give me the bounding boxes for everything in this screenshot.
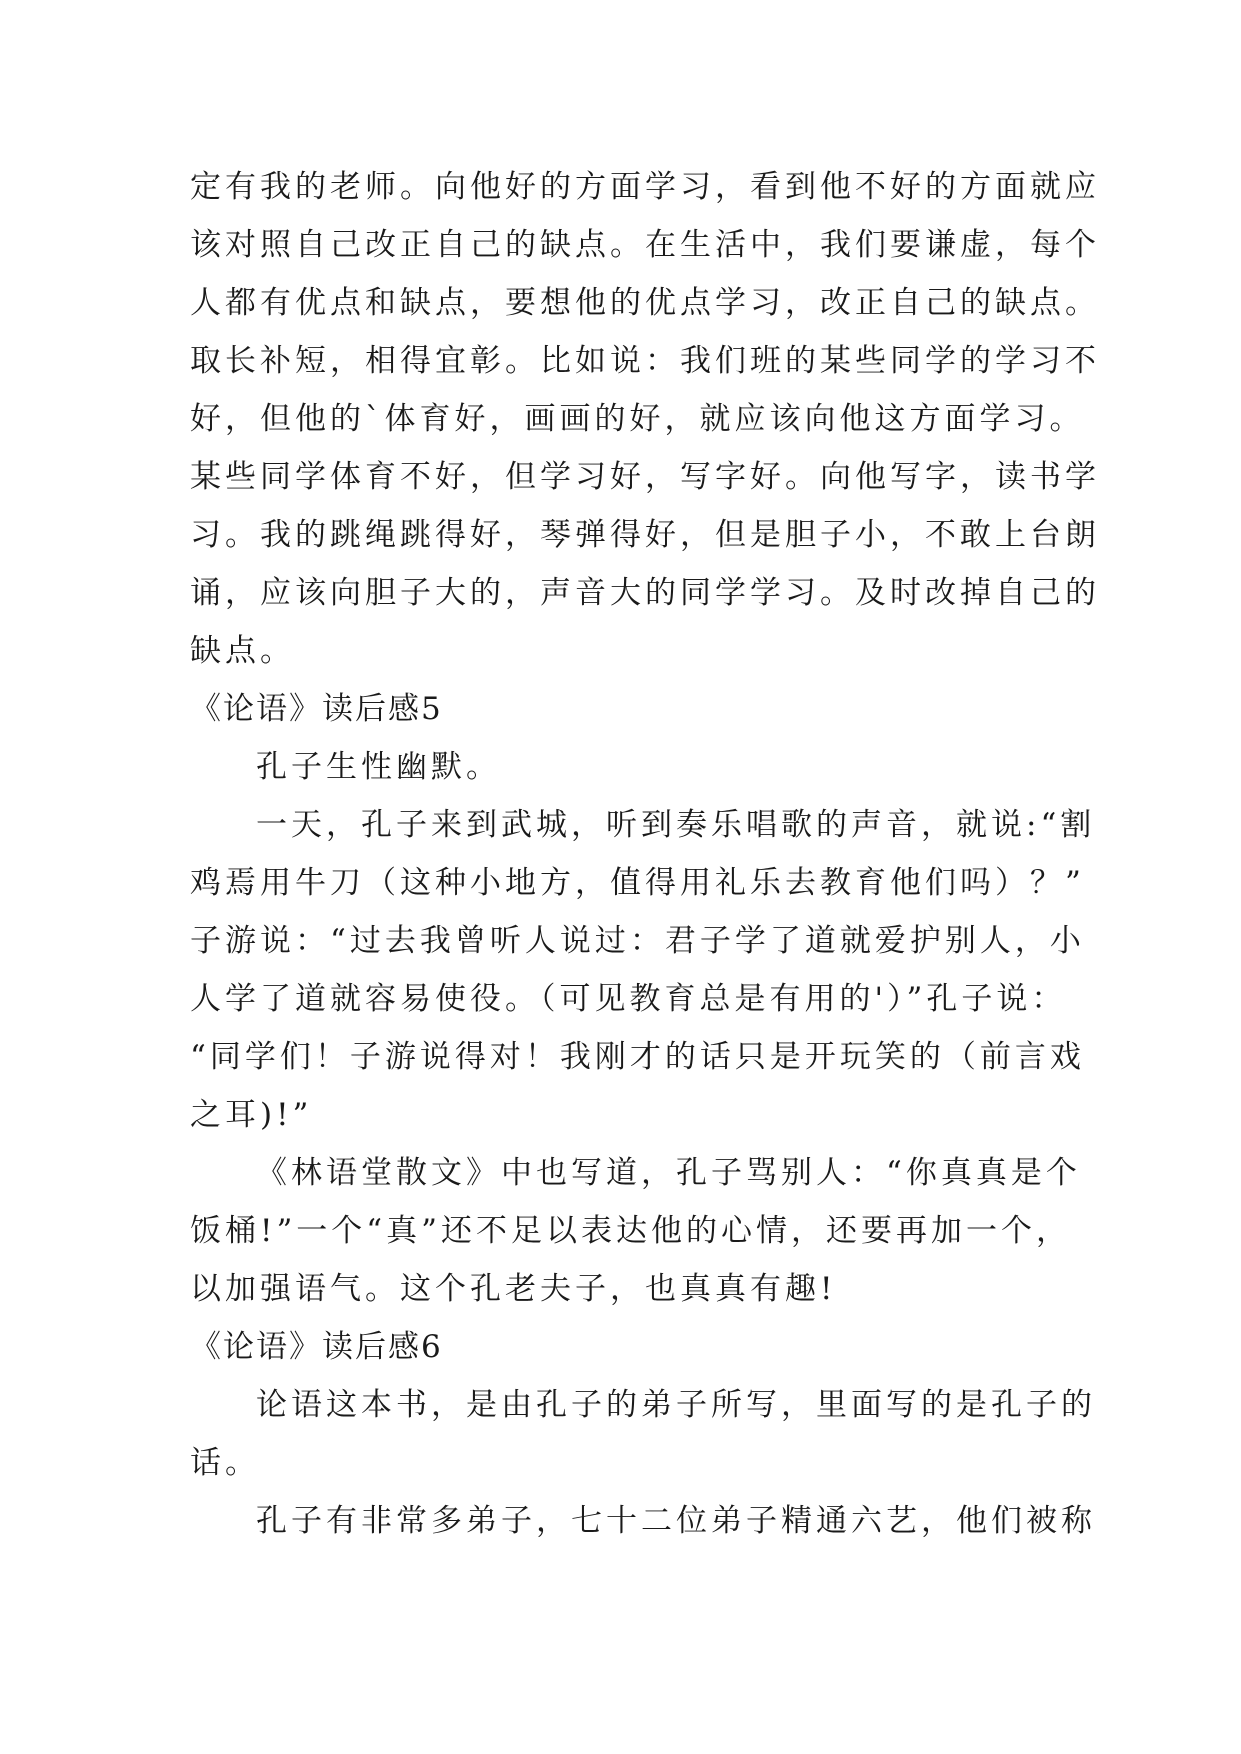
text-line: 人学了道就容易使役。（可见教育总是有用的'）”孔子说： — [190, 981, 1067, 1017]
text-line: 以加强语气。这个孔老夫子，也真真有趣! — [190, 1271, 837, 1307]
text-line: 孔子生性幽默。 — [256, 749, 501, 785]
document-body — [190, 158, 1100, 1550]
text-line: 孔子有非常多弟子，七十二位弟子精通六艺，他们被称 — [256, 1503, 1096, 1539]
text-line: “同学们！子游说得对！我刚才的话只是开玩笑的（前言戏 — [190, 1039, 1085, 1075]
text-line: 好，但他的`体育好，画画的好，就应该向他这方面学习。 — [190, 401, 1085, 437]
text-line: 缺点。 — [190, 633, 295, 669]
text-line: 论语这本书，是由孔子的弟子所写，里面写的是孔子的 — [256, 1387, 1096, 1423]
text-line: 该对照自己改正自己的缺点。在生活中，我们要谦虚，每个 — [190, 227, 1100, 263]
section-heading: 《论语》读后感6 — [190, 1329, 443, 1365]
text-line: 之耳)!” — [190, 1097, 313, 1133]
text-line: 《林语堂散文》中也写道，孔子骂别人：“你真真是个 — [256, 1155, 1081, 1191]
text-line: 习。我的跳绳跳得好，琴弹得好，但是胆子小，不敢上台朗 — [190, 517, 1100, 553]
text-line: 取长补短，相得宜彰。比如说：我们班的某些同学的学习不 — [190, 343, 1100, 379]
text-line: 人都有优点和缺点，要想他的优点学习，改正自己的缺点。 — [190, 285, 1100, 321]
text-line: 话。 — [190, 1445, 260, 1481]
text-line: 子游说：“过去我曾听人说过：君子学了道就爱护别人，小 — [190, 923, 1085, 959]
text-line: 鸡焉用牛刀（这种小地方，值得用礼乐去教育他们吗）？” — [190, 865, 1085, 901]
text-line: 某些同学体育不好，但学习好，写字好。向他写字，读书学 — [190, 459, 1100, 495]
text-line: 饭桶!”一个“真”还不足以表达他的心情，还要再加一个， — [190, 1213, 1071, 1249]
text-line: 一天，孔子来到武城，听到奏乐唱歌的声音，就说:“割 — [256, 807, 1096, 843]
section-heading: 《论语》读后感5 — [190, 691, 443, 727]
text-line: 诵，应该向胆子大的，声音大的同学学习。及时改掉自己的 — [190, 575, 1100, 611]
text-line: 定有我的老师。向他好的方面学习，看到他不好的方面就应 — [190, 169, 1100, 205]
